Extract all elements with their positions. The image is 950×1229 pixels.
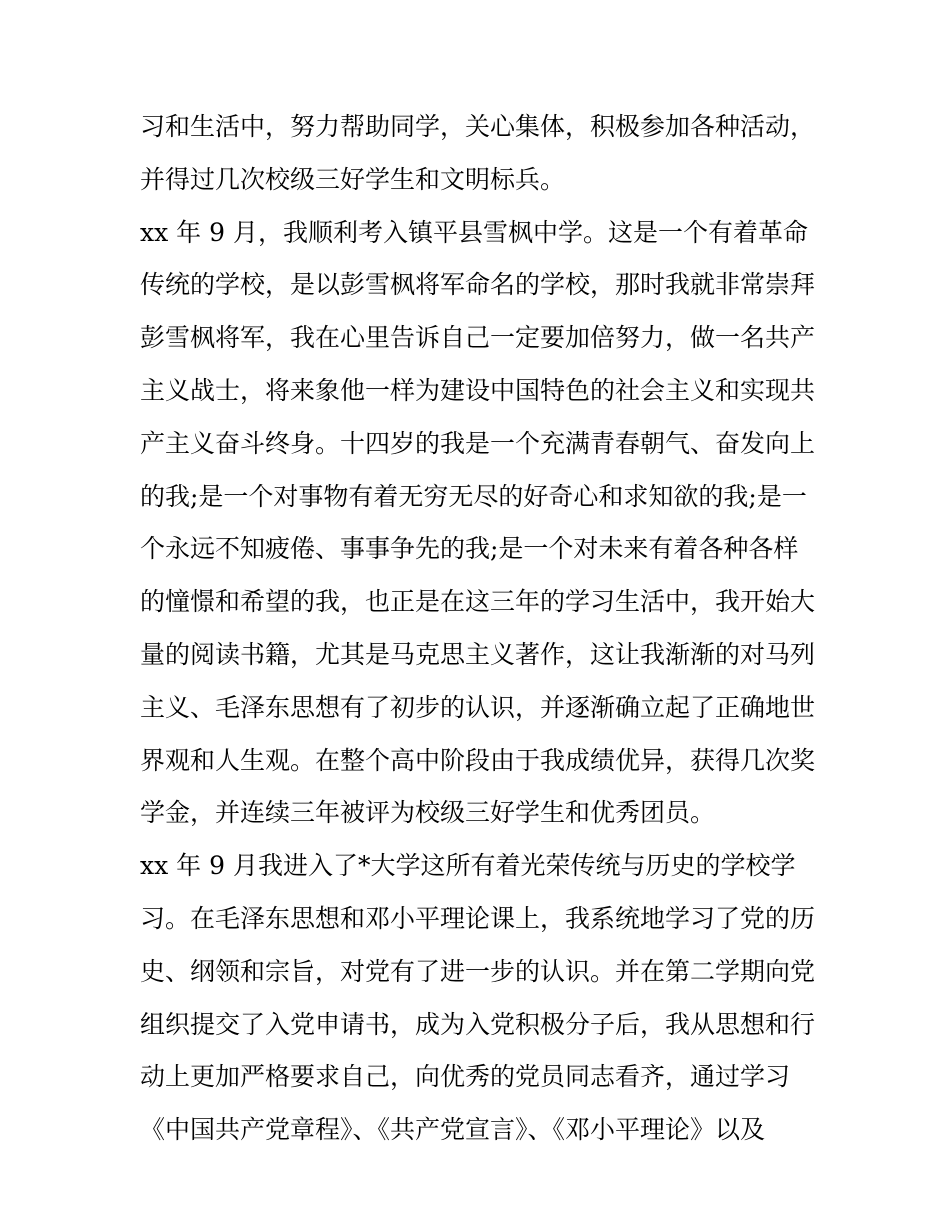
text-line: 习和生活中，努力帮助同学，关心集体，积极参加各种活动， [140, 112, 816, 141]
text-line: 界观和人生观。在整个高中阶段由于我成绩优异，获得几次奖 [140, 745, 816, 775]
text-line: 的我;是一个对事物有着无穷无尽的好奇心和求知欲的我;是一 [140, 481, 807, 511]
text-line: 产主义奋斗终身。十四岁的我是一个充满青春朝气、奋发向上 [140, 428, 816, 458]
text-line: 个永远不知疲倦、事事争先的我;是一个对未来有着各种各样 [140, 534, 799, 564]
text-line: xx 年 9 月我进入了*大学这所有着光荣传统与历史的学校学 [140, 851, 796, 881]
text-line: 习。在毛泽东思想和邓小平理论课上，我系统地学习了党的历 [140, 903, 816, 933]
text-line: 主义、毛泽东思想有了初步的认识，并逐渐确立起了正确地世 [140, 692, 816, 722]
text-line: 传统的学校，是以彭雪枫将军命名的学校，那时我就非常崇拜 [140, 270, 816, 300]
text-line: 动上更加严格要求自己，向优秀的党员同志看齐，通过学习 [140, 1062, 791, 1092]
text-line: 并得过几次校级三好学生和文明标兵。 [140, 164, 566, 194]
text-line: 量的阅读书籍，尤其是马克思主义著作，这让我渐渐的对马列 [140, 639, 816, 669]
text-line: 的憧憬和希望的我，也正是在这三年的学习生活中，我开始大 [140, 587, 816, 617]
text-line: 彭雪枫将军，我在心里告诉自己一定要加倍努力，做一名共产 [140, 323, 816, 353]
text-line: xx 年 9 月，我顺利考入镇平县雪枫中学。这是一个有着革命 [140, 217, 808, 247]
text-line: 主义战士，将来象他一样为建设中国特色的社会主义和实现共 [140, 375, 816, 405]
text-line: 史、纲领和宗旨，对党有了进一步的认识。并在第二学期向党 [140, 956, 816, 986]
text-line: 组织提交了入党申请书，成为入党积极分子后，我从思想和行 [140, 1009, 816, 1039]
text-line: 学金，并连续三年被评为校级三好学生和优秀团员。 [140, 798, 716, 828]
body-text [140, 101, 820, 1157]
text-line: 《中国共产党章程》、《共产党宣言》、《邓小平理论》以及 [140, 1115, 766, 1145]
